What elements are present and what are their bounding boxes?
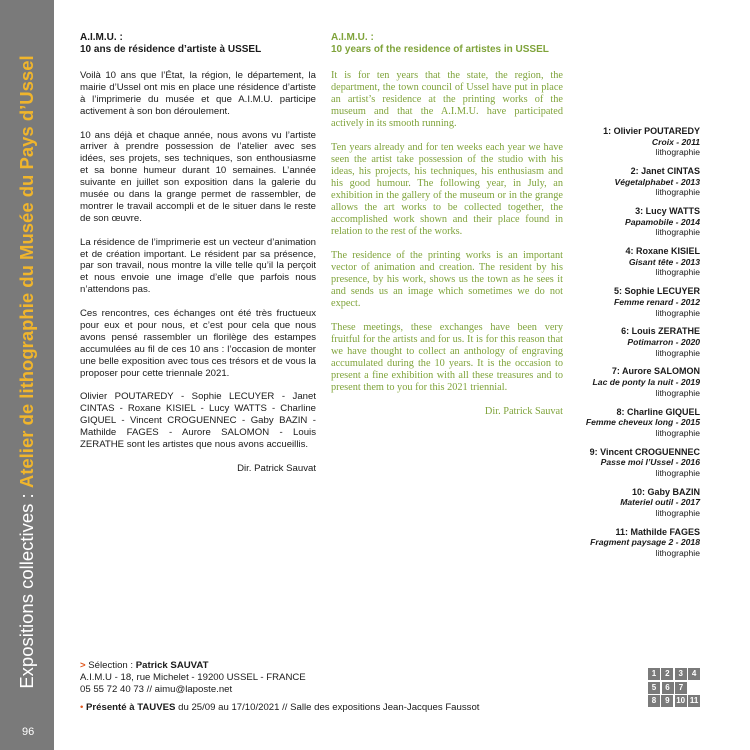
artwork-technique: lithographie: [655, 467, 700, 478]
vertical-section-title: [16, 55, 38, 688]
french-column: [80, 32, 316, 475]
artist-entry: [560, 126, 700, 158]
contact-line: 05 55 72 40 73 // aimu@laposte.net: [80, 684, 233, 695]
page-number: 96: [22, 726, 35, 738]
address-line: A.I.M.U - 18, rue Michelet - 19200 USSEL - FRANCE: [80, 672, 306, 683]
artwork-technique: lithographie: [655, 147, 700, 158]
artwork-number-grid: [648, 668, 700, 709]
artist-name: 9: Vincent CROGUENNEC: [589, 446, 700, 457]
grid-cell: 7: [675, 682, 687, 694]
grid-row: [648, 695, 700, 707]
arrow-icon: >: [80, 660, 86, 671]
selection-name: Patrick SAUVAT: [135, 660, 209, 671]
artist-entry: [560, 366, 700, 398]
french-paragraph: Voilà 10 ans que l’État, la région, le département, la mairie d’Ussel ont mis en place une résidence d’artiste à l’imprimerie du musée et que A.I.M.U. participe activement à son bon déroulement.: [80, 70, 316, 117]
artist-name: 7: Aurore SALOMON: [611, 366, 700, 377]
artwork-technique: lithographie: [655, 227, 700, 238]
artist-entry: [560, 286, 700, 318]
grid-cell: 2: [661, 668, 673, 680]
grid-cell: 6: [662, 682, 674, 694]
selection-line: [80, 660, 479, 672]
artist-name: 3: Lucy WATTS: [635, 206, 700, 217]
artwork-technique: lithographie: [655, 347, 700, 358]
artwork-title: Lac de ponty la nuit - 2019: [592, 377, 700, 388]
grid-cell: 4: [688, 668, 700, 680]
artist-entry: [560, 407, 700, 439]
grid-cell: 11: [689, 696, 699, 705]
artwork-title: Femme renard - 2012: [614, 296, 700, 307]
section-title-prefix: Expositions collectives :: [16, 488, 37, 689]
grid-cell: 1: [648, 668, 660, 680]
english-heading-1: A.I.M.U. :: [331, 32, 374, 43]
artist-name: 10: Gaby BAZIN: [631, 486, 700, 497]
english-paragraph: It is for ten years that the state, the region, the department, the town council of Ussel have put in place an artist’s residence at the printing works of the museum and that the A.I.M.U. have participated actively in its smooth running.: [331, 70, 563, 129]
grid-cell: 3: [675, 668, 687, 680]
artist-name: 8: Charline GIQUEL: [616, 406, 700, 417]
artist-name: 11: Mathilde FAGES: [615, 526, 700, 537]
french-paragraph: La résidence de l’imprimerie est un vecteur d’animation et de création important. Le résident par sa présence, par son travail, nous montre la ville telle qu’il la perçoit et nous envoie une image d’elle que parfois nous n’attendons pas.: [80, 236, 316, 296]
presented-line: [80, 702, 479, 714]
artist-name: 2: Janet CINTAS: [630, 166, 700, 177]
artwork-technique: lithographie: [655, 267, 700, 278]
artist-list: [560, 126, 700, 567]
french-heading-1: A.I.M.U. :: [80, 32, 123, 43]
english-paragraph: These meetings, these exchanges have been very fruitful for the artists and for us. It is for this reason that we have thought to collect an anthology of engraving accumulated during the 10 years. It is the occasion to present a fine exhibition with all these treasures and to present them to you for this 2021 triennial.: [331, 321, 563, 393]
artist-entry: [560, 166, 700, 198]
grid-cell: 9: [661, 695, 673, 707]
grid-cell: 5: [648, 682, 660, 694]
french-heading-2: 10 ans de résidence d’artiste à USSEL: [80, 44, 262, 55]
french-artist-list: Olivier POUTAREDY - Sophie LECUYER - Janet CINTAS - Roxane KISIEL - Lucy WATTS - Charline GIQUEL - Vincent CROGUENNEC - Gaby BAZIN - Mathilde FAGES - Aurore SALOMON - Louis ZERATHE sont les artistes que nous avons accueillis.: [80, 391, 316, 451]
artwork-title: Croix - 2011: [651, 136, 700, 147]
french-paragraph: 10 ans déjà et chaque année, nous avons vu l’artiste arriver à prendre possession de l’atelier avec ses idées, ses projets, ses techniques, son enthousiasme et sa bonne humeur durant 10 semaines. L’année suivante en juillet son exposition dans la galerie du musée ou dans la grange permet de rassembler, de montrer le travail accompli et de le situer dans le reste de son œuvre.: [80, 129, 316, 224]
artist-entry: [560, 447, 700, 479]
bullet-icon: •: [80, 702, 84, 713]
grid-row: [648, 668, 700, 680]
grid-row: [648, 682, 700, 694]
english-signature: Dir. Patrick Sauvat: [484, 405, 563, 417]
artist-entry: [560, 527, 700, 559]
presented-label: Présenté à TAUVES: [86, 702, 176, 713]
english-heading-2: 10 years of the residence of artistes in USSEL: [331, 44, 549, 55]
artwork-title: Passe moi l’Ussel - 2016: [600, 457, 700, 468]
artwork-technique: lithographie: [655, 427, 700, 438]
grid-cell: 8: [648, 695, 660, 707]
grid-cell: 10: [676, 696, 686, 705]
english-paragraph: The residence of the printing works is an important vector of animation and creation. The resident by his presence, by his work, shows us the town as he sees it and sends us an image which sometimes we do not expect.: [331, 249, 563, 309]
artwork-title: Femme cheveux long - 2015: [585, 417, 700, 428]
artwork-title: Potimarron - 2020: [627, 336, 700, 347]
artist-entry: [560, 206, 700, 238]
french-paragraph: Ces rencontres, ces échanges ont été très fructueux pour eux et pour nous, et c’est pour cela que nous avons pensé rassembler un florilège des estampes accumulées au fil de ces 10 ans : l’occasion de monter une belle exposition avec tous ces trésors et de vous la proposer pour cette triennale 2021.: [80, 308, 316, 379]
artwork-title: Papamobile - 2014: [625, 216, 700, 227]
artist-name: 6: Louis ZERATHE: [621, 326, 700, 337]
selection-label: Sélection :: [88, 660, 134, 671]
artwork-title: Fragment paysage 2 - 2018: [590, 537, 700, 548]
english-paragraph: Ten years already and for ten weeks each year we have seen the artist take possession of the studio with his ideas, his projects, his techniques, his enthusiasm and his good humour. The following year, in July, an exhibition in the gallery of the museum or in the grange allows the art works to be collected together, the accomplished work shown and their place found in relation to the rest of the works.: [331, 141, 563, 237]
artwork-title: Materiel outil - 2017: [620, 497, 700, 508]
artist-entry: [560, 326, 700, 358]
artwork-title: Gisant tête - 2013: [628, 256, 700, 267]
artist-entry: [560, 246, 700, 278]
footer-info: [80, 660, 479, 714]
section-title-accent: Atelier de lithographie du Musée du Pays d’Ussel: [16, 55, 37, 489]
artwork-title: Végetalphabet - 2013: [614, 176, 700, 187]
artwork-technique: lithographie: [655, 507, 700, 518]
artwork-technique: lithographie: [655, 387, 700, 398]
artwork-technique: lithographie: [655, 547, 700, 558]
presented-details: du 25/09 au 17/10/2021 // Salle des expositions Jean-Jacques Faussot: [175, 702, 480, 713]
french-signature: Dir. Patrick Sauvat: [237, 462, 316, 474]
sidebar: [0, 0, 54, 750]
english-column: [331, 32, 563, 418]
artist-name: 4: Roxane KISIEL: [625, 246, 700, 257]
artwork-technique: lithographie: [655, 187, 700, 198]
artwork-technique: lithographie: [655, 307, 700, 318]
artist-name: 1: Olivier POUTAREDY: [603, 126, 700, 136]
artist-name: 5: Sophie LECUYER: [613, 286, 700, 297]
artist-entry: [560, 487, 700, 519]
